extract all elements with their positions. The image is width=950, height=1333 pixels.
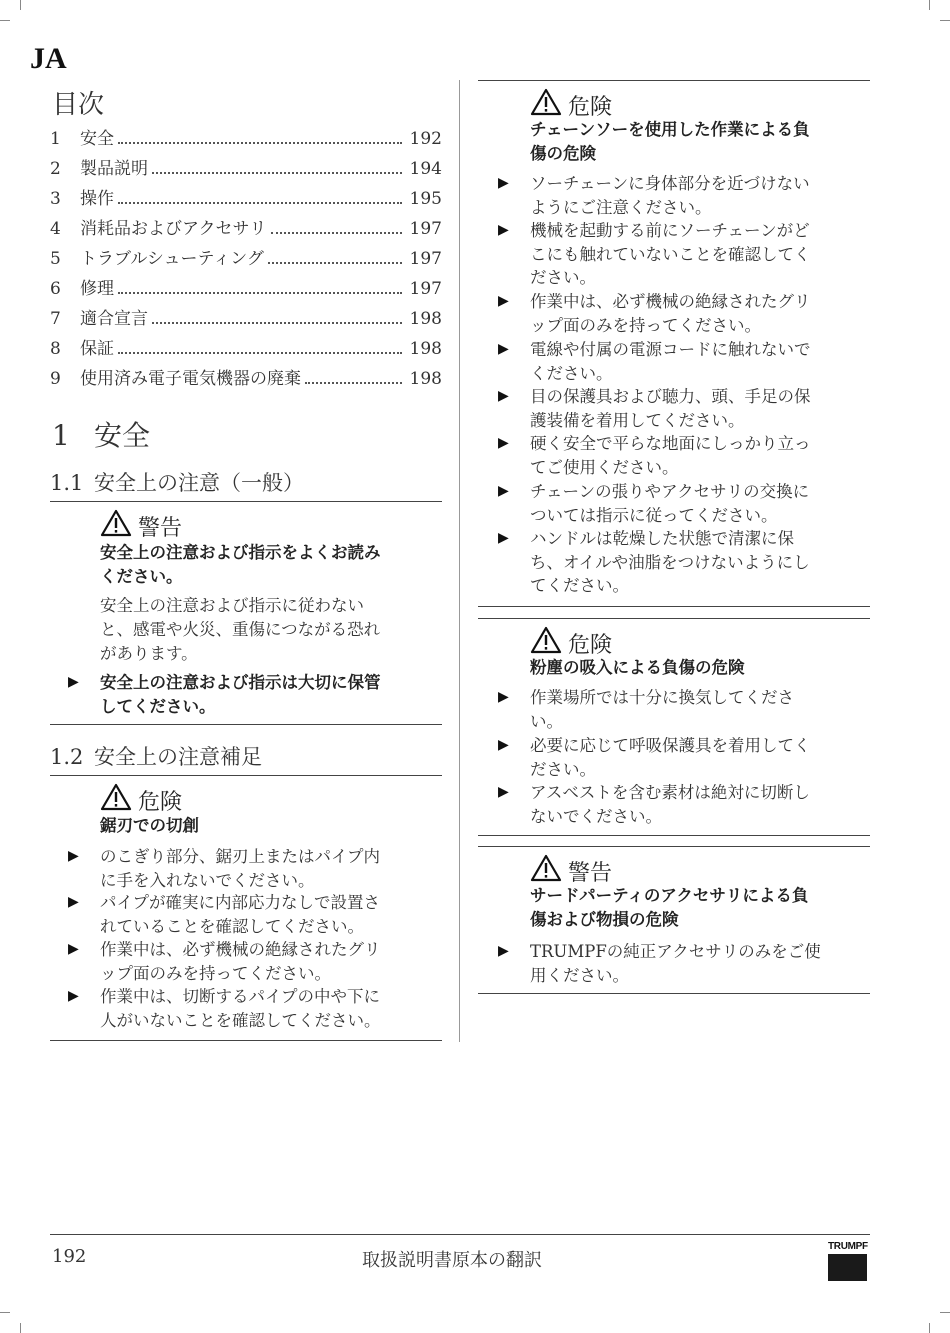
toc-leader-dots bbox=[305, 382, 402, 384]
toc-number: 9 bbox=[50, 369, 61, 389]
toc-number: 8 bbox=[50, 339, 61, 359]
bullet-arrow-icon: ▶ bbox=[498, 530, 509, 546]
text-line: 作業中は、切断するパイプの中や下に bbox=[100, 987, 381, 1006]
warning-triangle-icon bbox=[530, 854, 568, 888]
text-line: ップ面のみを持ってください。 bbox=[530, 315, 761, 335]
text-line: 硬く安全で平らな地面にしっかり立っ bbox=[530, 434, 811, 453]
toc-label: 保証 bbox=[80, 339, 114, 359]
instruction-item bbox=[68, 671, 381, 718]
toc-row bbox=[50, 184, 442, 214]
warning-triangle-icon bbox=[100, 783, 138, 817]
crop-mark bbox=[929, 1323, 930, 1333]
toc-number: 5 bbox=[50, 249, 61, 269]
table-of-contents bbox=[50, 124, 442, 394]
toc-leader-dots bbox=[271, 232, 403, 234]
toc-page-number: 195 bbox=[409, 189, 442, 209]
text-line: ち、オイルや油脂をつけないようにし bbox=[530, 552, 810, 572]
section-number: 1 bbox=[52, 419, 70, 452]
instruction-item bbox=[498, 172, 810, 219]
text-line: ようにご注意ください。 bbox=[530, 197, 712, 217]
text-line: と、感電や火災、重傷につながる恐れ bbox=[100, 620, 381, 639]
text-line: チェーンの張りやアクセサリの交換に bbox=[530, 482, 810, 501]
toc-label: 消耗品およびアクセサリ bbox=[80, 219, 267, 239]
toc-row bbox=[50, 274, 442, 304]
text-line: 傷の危険 bbox=[530, 144, 596, 163]
crop-mark bbox=[0, 20, 10, 21]
signal-word-heading bbox=[530, 626, 612, 660]
instruction-item bbox=[498, 290, 811, 337]
toc-row bbox=[50, 244, 442, 274]
toc-number: 7 bbox=[50, 309, 61, 329]
toc-label: 安全 bbox=[80, 129, 114, 149]
text-line: 安全上の注意および指示は大切に保管 bbox=[100, 673, 381, 692]
section-title: 安全上の注意（一般） bbox=[94, 471, 304, 495]
section-number: 1.2 bbox=[50, 745, 84, 769]
column-divider bbox=[459, 80, 460, 1042]
instruction-item bbox=[498, 940, 821, 987]
hazard-heading bbox=[100, 541, 381, 589]
toc-page-number: 197 bbox=[409, 249, 442, 269]
toc-page-number: 197 bbox=[409, 279, 442, 299]
text-line: ないでください。 bbox=[530, 806, 662, 826]
text-line: TRUMPFの純正アクセサリのみをご使 bbox=[530, 942, 821, 961]
divider bbox=[50, 501, 442, 502]
instruction-item bbox=[498, 385, 811, 432]
signal-word: 警告 bbox=[568, 860, 613, 886]
text-line: 安全上の注意および指示に従わない bbox=[100, 596, 364, 615]
toc-leader-dots bbox=[118, 292, 402, 294]
bullet-arrow-icon: ▶ bbox=[68, 674, 79, 690]
bullet-arrow-icon: ▶ bbox=[498, 689, 509, 705]
box-top-rule bbox=[478, 80, 870, 81]
toc-label: 使用済み電子電気機器の廃棄 bbox=[80, 369, 301, 389]
toc-number: 2 bbox=[50, 159, 61, 179]
section-title: 安全 bbox=[94, 419, 151, 452]
signal-word-heading bbox=[530, 88, 612, 122]
section-1-heading bbox=[52, 414, 150, 454]
box-top-rule bbox=[478, 618, 870, 619]
text-line: 必要に応じて呼吸保護具を着用してく bbox=[530, 736, 811, 755]
toc-number: 4 bbox=[50, 219, 61, 239]
toc-label: トラブルシューティング bbox=[80, 249, 264, 269]
section-1-1-heading bbox=[50, 467, 304, 497]
toc-row bbox=[50, 304, 442, 334]
toc-row bbox=[50, 154, 442, 184]
section-title: 安全上の注意補足 bbox=[94, 745, 262, 769]
crop-mark bbox=[940, 20, 950, 21]
language-code: JA bbox=[30, 42, 67, 75]
text-line: 電線や付属の電源コードに触れないで bbox=[530, 340, 811, 359]
bullet-arrow-icon: ▶ bbox=[498, 483, 509, 499]
toc-page-number: 197 bbox=[409, 219, 442, 239]
toc-leader-dots bbox=[118, 352, 402, 354]
text-line: こにも触れていないことを確認してく bbox=[530, 244, 811, 264]
text-line: 傷および物損の危険 bbox=[530, 910, 679, 929]
footer-divider bbox=[50, 1234, 870, 1235]
footer-title: 取扱説明書原本の翻訳 bbox=[362, 1250, 542, 1271]
bullet-arrow-icon: ▶ bbox=[68, 848, 79, 864]
hazard-consequence bbox=[100, 594, 380, 666]
text-line: してください。 bbox=[100, 696, 216, 716]
text-line: 作業場所では十分に換気してくださ bbox=[530, 688, 794, 707]
signal-word: 危険 bbox=[568, 94, 613, 120]
bullet-arrow-icon: ▶ bbox=[498, 784, 509, 800]
toc-leader-dots bbox=[118, 202, 402, 204]
instruction-item bbox=[68, 938, 381, 985]
bullet-arrow-icon: ▶ bbox=[498, 293, 509, 309]
toc-label: 製品説明 bbox=[80, 159, 148, 179]
text-line: ップ面のみを持ってください。 bbox=[100, 963, 331, 983]
toc-page-number: 198 bbox=[409, 309, 442, 329]
box-bottom-rule bbox=[478, 835, 870, 836]
hazard-heading bbox=[530, 884, 808, 932]
toc-leader-dots bbox=[152, 322, 402, 324]
section-number: 1.1 bbox=[50, 471, 84, 495]
toc-page-number: 192 bbox=[409, 129, 442, 149]
signal-word: 危険 bbox=[568, 632, 613, 658]
signal-word-heading bbox=[100, 509, 182, 543]
hazard-heading bbox=[530, 118, 810, 166]
text-line: 作業中は、必ず機械の絶縁されたグリ bbox=[100, 940, 381, 959]
text-line: てご使用ください。 bbox=[530, 457, 679, 477]
toc-page-number: 198 bbox=[409, 339, 442, 359]
toc-leader-dots bbox=[118, 142, 402, 144]
bullet-arrow-icon: ▶ bbox=[498, 175, 509, 191]
instruction-item bbox=[498, 219, 811, 290]
text-line: ソーチェーンに身体部分を近づけない bbox=[530, 174, 810, 193]
warning-triangle-icon bbox=[530, 626, 568, 660]
box-bottom-rule bbox=[478, 993, 870, 994]
crop-mark bbox=[20, 0, 21, 10]
toc-label: 適合宣言 bbox=[80, 309, 148, 329]
toc-row bbox=[50, 334, 442, 364]
instruction-item bbox=[498, 734, 811, 781]
warning-triangle-icon bbox=[100, 509, 138, 543]
signal-word-heading bbox=[100, 783, 182, 817]
box-top-rule bbox=[478, 846, 870, 847]
bullet-arrow-icon: ▶ bbox=[498, 341, 509, 357]
box-bottom-rule bbox=[50, 1040, 442, 1041]
warning-triangle-icon bbox=[530, 88, 568, 122]
section-1-2-heading bbox=[50, 741, 262, 771]
text-line: 人がいないことを確認してください。 bbox=[100, 1010, 381, 1030]
crop-mark bbox=[20, 1323, 21, 1333]
toc-page-number: 194 bbox=[409, 159, 442, 179]
brand-logo-text: TRUMPF bbox=[828, 1241, 868, 1252]
text-line: パイプが確実に内部応力なしで設置さ bbox=[100, 893, 381, 912]
text-line: ついては指示に従ってください。 bbox=[530, 505, 778, 525]
text-line: 鋸刃での切創 bbox=[100, 816, 199, 835]
text-line: 粉塵の吸入による負傷の危険 bbox=[530, 658, 745, 677]
text-line: ださい。 bbox=[530, 759, 596, 779]
text-line: ハンドルは乾燥した状態で清潔に保 bbox=[530, 529, 794, 548]
instruction-item bbox=[68, 891, 381, 938]
toc-row bbox=[50, 364, 442, 394]
instruction-item bbox=[498, 527, 810, 598]
toc-number: 6 bbox=[50, 279, 61, 299]
toc-label: 修理 bbox=[80, 279, 114, 299]
text-line: 護装備を着用してください。 bbox=[530, 410, 745, 430]
instruction-item bbox=[498, 686, 794, 733]
text-line: 安全上の注意および指示をよくお読み bbox=[100, 543, 381, 562]
toc-leader-dots bbox=[152, 172, 402, 174]
text-line: い。 bbox=[530, 711, 563, 731]
page-number: 192 bbox=[52, 1246, 87, 1267]
signal-word: 危険 bbox=[138, 789, 183, 815]
crop-mark bbox=[0, 1312, 10, 1313]
toc-page-number: 198 bbox=[409, 369, 442, 389]
crop-mark bbox=[940, 1312, 950, 1313]
bullet-arrow-icon: ▶ bbox=[498, 435, 509, 451]
bullet-arrow-icon: ▶ bbox=[498, 943, 509, 959]
bullet-arrow-icon: ▶ bbox=[498, 388, 509, 404]
text-line: サードパーティのアクセサリによる負 bbox=[530, 886, 809, 905]
instruction-item bbox=[498, 480, 810, 527]
text-line: 機械を起動する前にソーチェーンがど bbox=[530, 221, 810, 240]
hazard-heading bbox=[530, 656, 745, 680]
text-line: アスベストを含む素材は絶対に切断し bbox=[530, 783, 810, 802]
signal-word: 警告 bbox=[138, 515, 183, 541]
text-line: 目の保護具および聴力、頭、手足の保 bbox=[530, 387, 811, 406]
toc-row bbox=[50, 124, 442, 154]
text-line: があります。 bbox=[100, 644, 198, 663]
crop-mark bbox=[929, 0, 930, 10]
text-line: 作業中は、必ず機械の絶縁されたグリ bbox=[530, 292, 811, 311]
text-line: れていることを確認してください。 bbox=[100, 916, 364, 936]
brand-logo bbox=[828, 1254, 867, 1281]
text-line: ください。 bbox=[100, 567, 183, 586]
box-bottom-rule bbox=[478, 606, 870, 607]
hazard-heading bbox=[100, 814, 199, 838]
toc-title: 目次 bbox=[52, 90, 105, 120]
bullet-arrow-icon: ▶ bbox=[68, 988, 79, 1004]
text-line: に手を入れないでください。 bbox=[100, 870, 315, 890]
bullet-arrow-icon: ▶ bbox=[498, 737, 509, 753]
text-line: てください。 bbox=[530, 576, 629, 595]
instruction-item bbox=[498, 338, 811, 385]
bullet-arrow-icon: ▶ bbox=[498, 222, 509, 238]
text-line: チェーンソーを使用した作業による負 bbox=[530, 120, 810, 139]
box-top-rule bbox=[50, 775, 442, 776]
bullet-arrow-icon: ▶ bbox=[68, 941, 79, 957]
signal-word-heading bbox=[530, 854, 612, 888]
toc-row bbox=[50, 214, 442, 244]
instruction-item bbox=[498, 781, 810, 828]
toc-label: 操作 bbox=[80, 189, 114, 209]
text-line: ください。 bbox=[530, 363, 613, 383]
text-line: ださい。 bbox=[530, 268, 596, 287]
text-line: 用ください。 bbox=[530, 965, 629, 985]
box-bottom-rule bbox=[50, 724, 442, 725]
toc-number: 1 bbox=[50, 129, 61, 149]
toc-number: 3 bbox=[50, 189, 61, 209]
instruction-item bbox=[498, 432, 811, 479]
toc-leader-dots bbox=[268, 262, 402, 264]
text-line: のこぎり部分、鋸刃上またはパイプ内 bbox=[100, 847, 381, 866]
instruction-item bbox=[68, 985, 381, 1032]
bullet-arrow-icon: ▶ bbox=[68, 894, 79, 910]
instruction-item bbox=[68, 845, 381, 892]
